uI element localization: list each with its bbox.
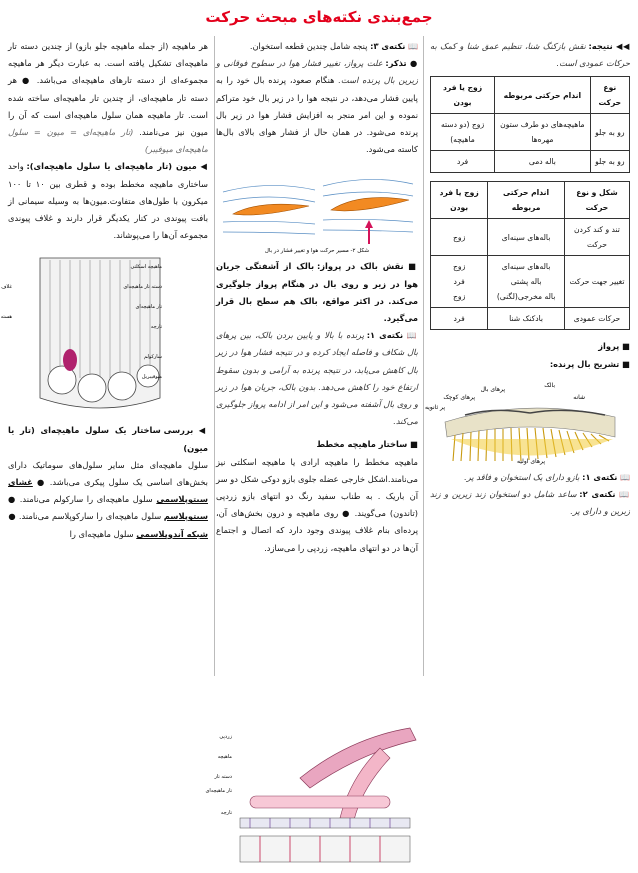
structure-heading: ■ ساختار ماهیچه مخطط xyxy=(316,439,418,450)
right-note-2: 📖 نکته‌ی ۲: ساعد شامل دو استخوان زند زیرین و زند زبرین و دارای پر. xyxy=(430,489,631,517)
table-row xyxy=(431,256,630,308)
muscle-figure-label: غلاف xyxy=(1,284,12,291)
bottom-figure-label: تارچه xyxy=(220,810,232,816)
bullet-icon: ● xyxy=(410,58,418,69)
muscle-figure-label: هسته xyxy=(0,314,12,321)
bottom-figure-label: تار ماهیچه‌ای xyxy=(205,788,232,794)
airfoil-diagram-left xyxy=(223,186,315,235)
bottom-figure-label: دسته تار xyxy=(214,774,232,780)
muscle-figure-label: دسته تار ماهیچه‌ای xyxy=(123,284,162,291)
muscle-figure-label: سارکولم xyxy=(144,354,162,361)
airflow-figure-caption: شکل ۲- مسیر حرکت هوا و تغییر فشار در بال xyxy=(264,248,370,255)
wing-label: بالک xyxy=(544,381,555,389)
book-icon: 📖 xyxy=(619,490,631,500)
bottom-figure-label: زردپی xyxy=(219,734,232,740)
table-cell: باله دمی xyxy=(495,151,591,173)
left-column xyxy=(0,38,208,543)
flight-heading: ■ پرواز xyxy=(598,341,630,352)
table1-header: اندام حرکتی مربوطه xyxy=(495,77,591,114)
table-row xyxy=(431,308,630,330)
column-divider xyxy=(423,36,424,676)
structure-paragraph: ماهیچه مخطط را ماهیچه ارادی یا ماهیچه اسکلتی نیز می‌نامند.اشکل خارجی عضله جلوی بازو دوکی شکل دو سر آن باریک . به طناب سفید رنگ دو انتهای بازو زردپی (تاندون) می‌گویند. ● روی ماهیچه و درون بخش‌های آن، پرده‌ای بنام غلاف پیوندی وجود دارد که اتصال و اجتماع آن‌ها در دو انتهای ماهیچه، زردپی را می‌سازد. xyxy=(216,456,418,553)
table-cell: باله‌های سینه‌ای xyxy=(488,219,565,256)
wing-label: پرهای اولیه xyxy=(517,457,545,465)
wing-label: پرهای بال xyxy=(480,385,505,393)
wing-feathers xyxy=(445,408,615,461)
column-divider xyxy=(214,36,215,676)
bottom-muscle-figure xyxy=(205,718,430,868)
wing-label: پرهای کوچک xyxy=(443,393,475,401)
wing-label: پر ثانویه xyxy=(424,403,445,411)
page-title: جمع‌بندی نکته‌های مبحث حرکت xyxy=(205,8,433,26)
table2-header: شکل و نوع حرکت xyxy=(564,182,629,219)
muscle-bundle-figure xyxy=(0,248,206,418)
muscle-bundle-illustration xyxy=(40,258,160,408)
table-cell: فرد xyxy=(431,151,495,173)
movement-table-1 xyxy=(430,76,630,173)
table-row xyxy=(431,219,630,256)
table1-header: نوع حرکت xyxy=(590,77,629,114)
result-text: نقش بازکنگ شنا، تنظیم عمق شنا و کمک به حرکات عمودی است. xyxy=(430,41,630,69)
muscle-figure-label: میوفیبریل xyxy=(141,374,162,381)
muscle-bundles-paragraph: هر ماهیچه (از جمله ماهیچه جلو بازو) از چندین دسته تار ماهیچه‌ای تشکیل یافته است. به عبارت دیگر هر ماهیچه مجموعه‌ای از دسته تارهای ماهیچه‌ای می‌باشد. ● هر دسته تار ماهیچه‌ای، از چندین تار ماهیچه‌ای ساخته شده است. تار ماهیچه همان سلول ماهیچه‌ای است که آن را میون نیز می‌نامند. (تار ماهیچه‌ای = میون = سلول ماهیچه‌ای میوفیبر) xyxy=(8,41,208,155)
bottom-figure-label: ماهیچه xyxy=(217,754,232,760)
table-cell: رو به جلو xyxy=(590,114,629,151)
cell-text-paragraph: سلول ماهیچه‌ای مثل سایر سلول‌های سوماتیک دارای بخش‌های اساسی یک سلول پیکری می‌باشد. ● غشای سیتوپلاسمی سلول ماهیچه‌ای را سارکولم می‌نامند. ● سیتوپلاسم سلول ماهیچه‌ای را سارکوپلاسم می‌نامند. ● شبکه آندوپلاسمی سلول ماهیچه‌ای را xyxy=(8,459,208,539)
book-icon: 📖 xyxy=(406,331,418,341)
table-cell: زوج فرد زوج xyxy=(431,256,488,308)
table-row xyxy=(431,114,630,151)
table2-header: زوج یا فرد بودن xyxy=(431,182,488,219)
square-bullet-icon: ■ xyxy=(408,261,418,272)
table1-header: زوج یا فرد بودن xyxy=(431,77,495,114)
movement-table-2 xyxy=(430,181,630,330)
table2-header: اندام حرکتی مربوطه xyxy=(488,182,565,219)
arrow-bullet-icon: ◀ xyxy=(200,161,208,172)
wing-label: شانه xyxy=(573,393,585,401)
muscle-figure-label: ماهیچه اسکلتی xyxy=(130,264,162,271)
middle-column xyxy=(216,38,418,557)
airflow-figure xyxy=(219,162,415,254)
wing-heading: ■ تشریح بال پرنده: xyxy=(549,358,630,369)
airfoil-diagram-right xyxy=(323,180,413,245)
table-cell: فرد xyxy=(431,308,488,330)
right-column xyxy=(424,38,631,520)
cell-structure-paragraph: ◀ بررسی ساختار یک سلول ماهیچه‌ای (تار یا میون) xyxy=(8,425,208,453)
table-row xyxy=(431,151,630,173)
result-label: نتیجه: xyxy=(588,41,613,51)
table-cell: حرکات عمودی xyxy=(564,308,629,330)
result-arrow-icon: ◀◀ xyxy=(615,41,631,51)
table-cell: رو به جلو xyxy=(590,151,629,173)
table-cell: تغییر جهت حرکت xyxy=(564,256,629,308)
remember-paragraph: ● تذکر: علت پرواز، تغییر فشار هوا در سطوح فوقانی و زیرین بال پرنده است. هنگام صعود، پرنده بال خود را به پایین فشار می‌دهد، در نتیجه هوا را در زیر بال خود متراکم نموده و این امر منجر به افزایش فشار هوا در زیر بال پرنده می‌شود. در همان حال از فشار هوای بالای بال‌ها کاسته می‌شود. xyxy=(216,58,418,155)
muscle-hierarchy-illustration xyxy=(240,728,416,862)
table-cell: تند و کند کردن حرکت xyxy=(564,219,629,256)
middle-note-1: 📖 نکته‌ی ۱: پرنده با بالا و پایین بردن بالک، بین پرهای بال شکاف و فاصله ایجاد کرده و در نتیجه فشار هوا در زیر بال کاهش می‌یابد، در نتیجه پرنده به آرامی و بدون سقوط ارتفاع خود را کاهش می‌دهد. بدون بالک، جریان هوا در زیر و روی بال آشفته می‌شود و این امر از ادامه پرواز جلوگیری می‌کند. xyxy=(216,330,418,427)
book-icon: 📖 xyxy=(408,42,418,51)
result-paragraph xyxy=(430,38,630,72)
wing-anatomy-figure xyxy=(424,377,625,465)
muscle-figure-label: تارچه xyxy=(150,324,162,331)
myon-paragraph: ◀ میون (تار ماهیچه‌ای یا سلول ماهیچه‌ای): واحد ساختاری ماهیچه مخطط بوده و قطری بین ۱۰ تا ۱۰۰ میکرون با طول‌های متفاوت.میون‌ها به وسیله سیمانی از بافت پیوندی در کنار یکدیگر قرار دارند و غلاف پیوندی مجموعه آن‌ها را می‌پوشاند. xyxy=(8,161,208,241)
table-cell: زوج (دو دسته ماهیچه) xyxy=(431,114,495,151)
table-cell: بادکنک شنا xyxy=(488,308,565,330)
right-note-1: 📖 نکته‌ی ۱: بازو دارای یک استخوان و فاقد پر. xyxy=(464,471,630,482)
muscle-figure-label: تار ماهیچه‌ای xyxy=(135,304,162,311)
table-cell: ماهیچه‌های دو طرف ستون مهره‌ها xyxy=(495,114,591,151)
table-cell: زوج xyxy=(431,219,488,256)
middle-note-3: 📖 نکته‌ی ۳: پنجه شامل چندین قطعه استخوان. xyxy=(249,41,418,51)
table-cell: باله‌های سینه‌ای باله پشتی باله مخرجی(لگنی) xyxy=(488,256,565,308)
book-icon: 📖 xyxy=(620,472,630,482)
arrow-bullet-icon: ◀ xyxy=(198,425,208,436)
alula-paragraph: ■ نقش بالک در پرواز: بالک از آشفتگی جریان هوا در زیر و روی بال در هنگام پرواز جلوگیری می‌کند. در اکثر مواقع، بالک هم سطح بال قرار می‌گیرد. xyxy=(216,261,418,324)
